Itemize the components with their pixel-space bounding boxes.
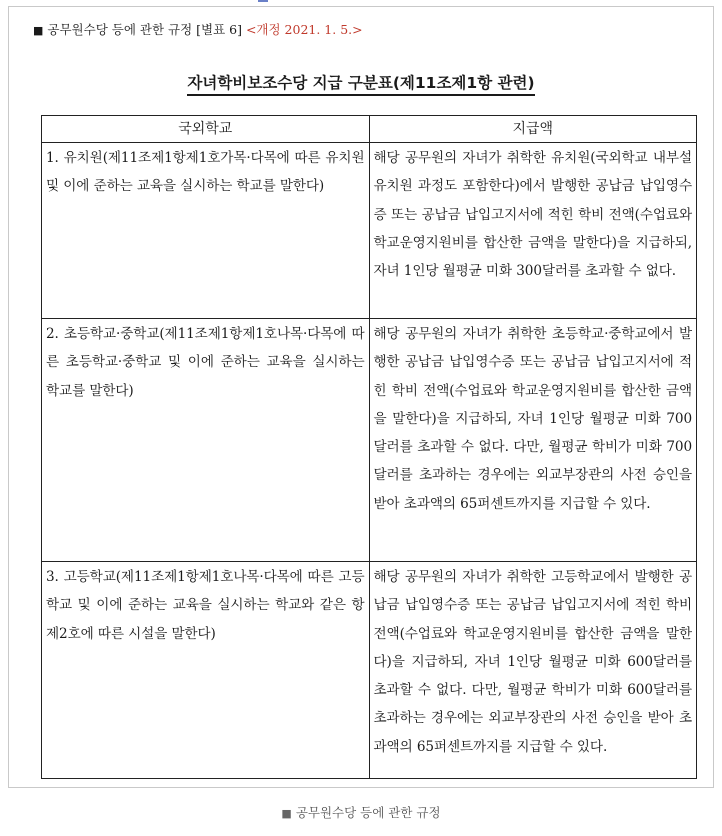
amount-cell-high-school: 해당 공무원의 자녀가 취학한 고등학교에서 발행한 공납금 납입영수증 또는 공납금 납입고지서에 적힌 학비 전액(수업료와 학교운영지원비를 합산한 금액을 말한다)을 지급하되, 자녀 1인당 월평균 미화 600달러를 초과할 수 없다. 다만, 월평균 학비가 미화 600달러를 초과하는 경우에는 외교부장관의 사전 승인을 받아 초과액의 65퍼센트까지를 지급할 수 있다. — [369, 562, 697, 779]
table-row — [42, 562, 697, 779]
revision-date: <개정 2021. 1. 5.> — [245, 22, 363, 37]
school-cell-elementary-middle: 2. 초등학교·중학교(제11조제1항제1호나목·다목에 따른 초등학교·중학교 및 이에 준하는 교육을 실시하는 학교를 말한다) — [42, 319, 370, 562]
column-header-amount: 지급액 — [369, 116, 697, 143]
school-cell-high-school: 3. 고등학교(제11조제1항제1호나목·다목에 따른 고등학교 및 이에 준하는 교육을 실시하는 학교와 같은 항 제2호에 따른 시설을 말한다) — [42, 562, 370, 779]
table-row — [42, 319, 697, 562]
document-image — [8, 6, 714, 788]
square-bullet-icon: ■ — [33, 24, 44, 37]
image-caption: ■ 공무원수당 등에 관한 규정 — [281, 805, 441, 820]
allowance-table — [41, 115, 697, 779]
amount-cell-kindergarten: 해당 공무원의 자녀가 취학한 유치원(국외학교 내부설 유치원 과정도 포함한다)에서 발행한 공납금 납입영수증 또는 공납금 납입고지서에 적힌 학비 전액(수업료와 학교운영지원비를 합산한 금액을 말한다)을 지급하되, 자녀 1인당 월평균 미화 300달러를 초과할 수 없다. — [369, 143, 697, 319]
school-cell-kindergarten: 1. 유치원(제11조제1항제1호가목·다목에 따른 유치원 및 이에 준하는 교육을 실시하는 학교를 말한다) — [42, 143, 370, 319]
table-header-row — [42, 116, 697, 143]
table-row — [42, 143, 697, 319]
caption-square-icon: ■ — [281, 807, 292, 820]
document-title: 자녀학비보조수당 지급 구분표(제11조제1항 관련) — [9, 71, 713, 93]
header-text: 공무원수당 등에 관한 규정 [별표 6] — [47, 22, 242, 37]
amount-cell-elementary-middle: 해당 공무원의 자녀가 취학한 초등학교·중학교에서 발행한 공납금 납입영수증 또는 공납금 납입고지서에 적힌 학비 전액(수업료와 학교운영지원비를 합산한 금액을 말한다)을 지급하되, 자녀 1인당 월평균 미화 700달러를 초과할 수 없다. 다만, 월평균 학비가 미화 700달러를 초과하는 경우에는 외교부장관의 사전 승인을 받아 초과액의 65퍼센트까지를 지급할 수 있다. — [369, 319, 697, 562]
column-header-school: 국외학교 — [42, 116, 370, 143]
regulation-header — [33, 20, 363, 38]
top-accent-line — [258, 0, 268, 2]
